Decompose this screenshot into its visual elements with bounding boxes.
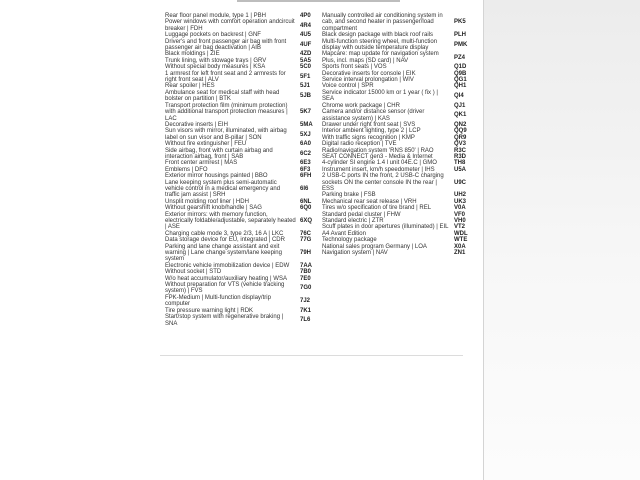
equipment-code: 6I6: [300, 185, 309, 192]
equipment-code: U5A: [454, 166, 467, 173]
equipment-code: 7AA: [300, 262, 313, 269]
equipment-code: 76C: [300, 230, 312, 237]
equipment-code: 5A5: [300, 57, 312, 64]
equipment-code: 5JB: [300, 93, 312, 100]
equipment-description: Camera and/or distance sensor (driver assistance system) | KAS: [322, 109, 425, 122]
equipment-description: Electronic vehicle immobilization device | EDW: [165, 262, 290, 269]
equipment-description: Emblems | DFO: [165, 166, 208, 173]
equipment-description: 1 armrest for left front seat and 2 armrests for right front seat | ALV: [165, 70, 286, 84]
equipment-code: 6Q0: [300, 205, 312, 212]
equipment-code: 5K7: [300, 109, 312, 116]
equipment-description: Ambulance seat for medical staff with head bolster on partition | BTK: [165, 89, 280, 103]
equipment-code: QQ9: [454, 128, 467, 135]
equipment-description: Multi-function steering wheel, multi-function display with outside temperature display: [322, 38, 438, 52]
equipment-entry: [322, 109, 472, 122]
equipment-description: Navigation system | NAV: [322, 250, 388, 257]
equipment-description: Without socket | STD: [165, 269, 222, 276]
equipment-entry: [165, 314, 318, 327]
equipment-description: Parking brake | FSB: [322, 192, 376, 199]
equipment-description: Manually controlled air conditioning system in cab, and second heater in passenger/load compartment: [322, 13, 443, 32]
equipment-entry: [165, 212, 318, 231]
equipment-entry: [165, 128, 318, 141]
equipment-code: 7G0: [300, 285, 312, 292]
equipment-description: Start/stop system with regenerative braking | SNA: [165, 314, 284, 327]
equipment-description: Instrument insert, km/h speedometer | IHS: [322, 166, 435, 173]
equipment-code: 4ZD: [300, 51, 312, 58]
equipment-code: TH8: [454, 160, 466, 167]
equipment-description: Transport protection film (minimum protection) with additional transport protection measures | LAC: [165, 102, 288, 122]
equipment-code: VT2: [454, 224, 466, 231]
equipment-description: Service indicator 15000 km or 1 year ( fix ) | SEA: [322, 89, 438, 103]
equipment-description: Front center armrest | MAS: [165, 160, 238, 167]
equipment-description: Service interval prolongation | WIV: [322, 77, 414, 84]
equipment-code: X0A: [454, 243, 466, 250]
equipment-code: 7L6: [300, 317, 311, 324]
equipment-code: VH0: [454, 218, 466, 224]
equipment-entry: [322, 173, 472, 192]
equipment-description: Radio/navigation system 'RNS 850' | RAO: [322, 147, 434, 154]
equipment-description: With traffic signs recognition | KMP: [322, 134, 415, 141]
equipment-description: Sun visors with mirror, illuminated, with airbag label on sun visor and B-pillar | SON: [165, 128, 287, 141]
equipment-description: Decorative inserts for console | EIK: [322, 70, 416, 77]
equipment-description: Voice control | SPR: [322, 83, 374, 90]
equipment-code: 6F3: [300, 166, 311, 173]
equipment-code: 6FH: [300, 173, 312, 180]
equipment-code: Q9B: [454, 70, 467, 77]
equipment-code: PK5: [454, 19, 466, 26]
equipment-code: 6C2: [300, 150, 312, 157]
equipment-code: PMK: [454, 41, 468, 48]
equipment-code: 7J2: [300, 298, 311, 305]
equipment-entry: [165, 295, 318, 308]
equipment-description: Data storage device for EU, integrated | CDR: [165, 237, 285, 244]
equipment-entry: [165, 90, 318, 103]
equipment-description: Black moldings | ZIE: [165, 51, 220, 58]
equipment-description: Chrome work package | CHR: [322, 102, 400, 109]
equipment-entry: [165, 282, 318, 295]
equipment-description: National sales program Germany | LOA: [322, 243, 427, 250]
equipment-entry: [322, 39, 472, 52]
equipment-code: 79H: [300, 250, 312, 257]
equipment-description: Trunk lining, with stowage trays | GRV: [165, 57, 267, 64]
equipment-description: Without fire extinguisher | FEU: [165, 141, 247, 148]
equipment-code: 6XQ: [300, 218, 313, 224]
equipment-description: 2 USB-C ports IN the front, 2 USB-C charging sockets ON the center console IN the rear | ESS: [322, 173, 444, 192]
equipment-entry: [322, 250, 472, 256]
equipment-description: W/o heat accumulator/auxiliary heating | WSA: [165, 275, 287, 282]
equipment-code: VF0: [454, 211, 466, 218]
equipment-description: Side airbag, front with curtain airbag and interaction airbag, front | SAB: [165, 147, 273, 160]
equipment-description: Sports front seats | VOS: [322, 64, 387, 71]
equipment-description: Decorative inserts | EIH: [165, 121, 228, 128]
section-divider: [160, 355, 463, 356]
equipment-description: Rear floor panel module, type 1 | PBH: [165, 13, 266, 19]
equipment-description: Drawer under right front seat | SVS: [322, 121, 416, 128]
equipment-entry: [165, 19, 318, 32]
equipment-column-left: [165, 13, 318, 327]
equipment-description: Driver's and front passenger air bag with front passenger air bag deactivation | AIB: [165, 38, 287, 52]
clipped-toolbar-edge: [237, 0, 400, 2]
equipment-code: QR9: [454, 134, 467, 141]
equipment-code: PLH: [454, 32, 466, 39]
equipment-code: 5F1: [300, 73, 311, 80]
equipment-code: 6A0: [300, 141, 312, 148]
equipment-code: 4R4: [300, 22, 312, 29]
equipment-description: Parking and lane change assistant and exit warning | Lane change system/lane keeping system: [165, 243, 282, 263]
equipment-code: QH1: [454, 83, 467, 90]
equipment-code: WTE: [454, 237, 468, 244]
equipment-code: R3D: [454, 153, 467, 160]
equipment-entry: [165, 71, 318, 84]
equipment-code: 5MA: [300, 121, 313, 128]
equipment-code: U9C: [454, 179, 467, 186]
equipment-code: 4U5: [300, 32, 312, 39]
equipment-description: Tires w/o specification of tire brand | REL: [322, 205, 432, 212]
equipment-description: Exterior mirrors: with memory function, electrically foldable/adjustable, separately heated | ASE: [165, 211, 296, 231]
equipment-entry: [322, 13, 472, 32]
equipment-entry: [165, 39, 318, 52]
equipment-description: Technology package: [322, 237, 377, 244]
equipment-code: 77G: [300, 237, 312, 244]
equipment-description: Mapcare: map update for navigation system Plus, incl. maps (SD card) | NAV: [322, 51, 439, 64]
equipment-description: Charging cable mode 3, type 2/3, 16 A | LKC: [165, 230, 284, 237]
equipment-description: Power windows with comfort operation andcircuit breaker | FDH: [165, 19, 295, 32]
equipment-description: A4 Avant Edition: [322, 230, 366, 237]
equipment-code: UK3: [454, 198, 467, 205]
equipment-description: Interior ambient lighting, type 2 | LCP: [322, 128, 421, 135]
equipment-code: 7K1: [300, 307, 312, 314]
equipment-code: QJ1: [454, 102, 466, 109]
equipment-code: 4P0: [300, 13, 311, 19]
equipment-description: Exterior mirror housings painted | BBO: [165, 173, 268, 180]
equipment-code: QG1: [454, 77, 467, 84]
equipment-entry: [165, 148, 318, 161]
equipment-description: SEAT CONNECT gen3 - Media & Internet: [322, 153, 433, 160]
equipment-code: QN2: [454, 121, 467, 128]
equipment-description: FPK-Medium | Multi-function display/trip computer: [165, 294, 271, 308]
equipment-code: R3C: [454, 147, 467, 154]
equipment-description: Without gearshift knob/handle | SAG: [165, 205, 262, 212]
equipment-code: 7B0: [300, 269, 312, 276]
equipment-code: 7E0: [300, 275, 311, 282]
equipment-code: 4UF: [300, 41, 312, 48]
equipment-description: Without special body measures | KSA: [165, 64, 266, 71]
equipment-code: 5C0: [300, 64, 312, 71]
equipment-entry: [165, 180, 318, 199]
equipment-description: Digital radio reception | TVE: [322, 141, 397, 148]
equipment-description: Tire pressure warning light | RDK: [165, 307, 254, 314]
equipment-code: 6NL: [300, 198, 312, 205]
equipment-entry: [322, 51, 472, 64]
equipment-description: Black design package with black roof rails: [322, 32, 434, 39]
equipment-description: Mechanical rear seat release | VRH: [322, 198, 417, 205]
equipment-code: 6E3: [300, 160, 311, 167]
equipment-code: V0A: [454, 205, 466, 212]
equipment-column-right: [322, 13, 472, 256]
equipment-description: Rear spoiler | HES: [165, 83, 215, 90]
equipment-code: 5J1: [300, 83, 311, 90]
equipment-code: WDL: [454, 230, 468, 237]
equipment-description: Unsplit molding roof liner | HDH: [165, 198, 249, 205]
equipment-code: Q1D: [454, 64, 467, 71]
viewport-right-gutter: [483, 0, 640, 480]
equipment-code: UH2: [454, 192, 467, 199]
equipment-code: ZN1: [454, 250, 466, 257]
equipment-description: Without preparation for VTS (vehicle tracking system) | FVS: [165, 282, 285, 295]
equipment-code: PZ4: [454, 54, 466, 61]
equipment-description: Lane keeping system plus semi-automatic vehicle control in a medical emergency and traffic jam assist | SRH: [165, 179, 281, 199]
equipment-description: Luggage pockets on backrest | GNF: [165, 32, 261, 39]
equipment-code: QI4: [454, 93, 464, 100]
equipment-description: Standard electric | ZTR: [322, 218, 384, 224]
equipment-description: Standard pedal cluster | FHW: [322, 211, 401, 218]
equipment-entry: [165, 103, 318, 122]
equipment-code: 5XJ: [300, 131, 311, 138]
equipment-entry: [322, 90, 472, 103]
equipment-code: QK1: [454, 112, 467, 119]
equipment-description: Scuff plates in door apertures (illuminated) | EIL: [322, 224, 449, 231]
equipment-description: 4-cylinder SI engine 1.4 l unit 04E.C | GMO: [322, 160, 437, 167]
equipment-entry: [165, 244, 318, 263]
equipment-code: QV3: [454, 141, 467, 148]
